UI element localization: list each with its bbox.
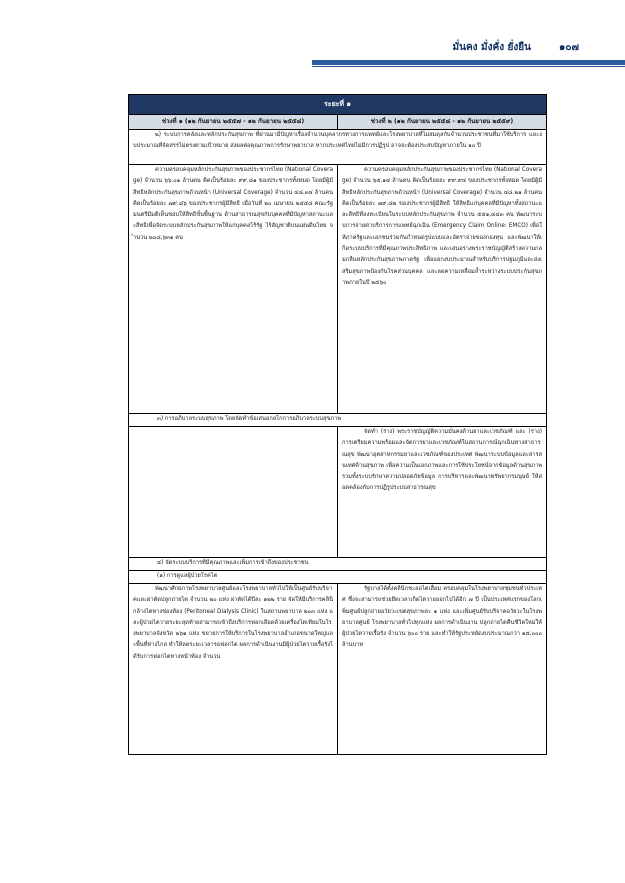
header-rule — [312, 60, 625, 65]
header-rule-thin — [312, 66, 625, 67]
page-header — [0, 0, 625, 70]
sec4-col1: พัฒนาศักยภาพโรงพยาบาลศูนย์และโรงพยาบาลทั่วไปให้เป็นศูนย์รับบริจาคและผ่าตัดปลูกถ่ายไต จำนวน ๒๐ แห่ง ผ่าตัดได้ปีละ ๑๒๒ ราย จัดให้มีบริการคลินิกล้างไตทางช่องท้อง (Peritoneal Dialysis Clinic) ในสถานพยาบาล ๒๐๓ แห่ง และผู้ป่วยไตวายระยะสุดท้ายสามารถเข้าถึงบริการฟอกเลือดด้วยเครื่องไตเทียมในโรงพยาบาลจังหวัด ๒๖๑ แห่ง ขยายการให้บริการในโรงพยาบาลอำเภอขนาดใหญ่และพื้นที่ห่างไกล ทำให้ลดระยะเวลารอฟอกไต ผลการดำเนินงานมีผู้ป่วยไตวายเรื้อรังได้รับการฟอกไตทางหน้าท้อง จำนวน — [129, 584, 338, 755]
page-number: ๑๐๗ — [559, 42, 579, 53]
col1-header: ช่วงที่ ๑ (๑๒ กันยายน ๒๕๕๗ - ๑๒ กันยายน ๒๕๕๘) — [129, 115, 338, 130]
sec4-title: ๔) จัดระบบบริการที่มีคุณภาพและเพิ่มการเข้าถึงของประชาชน — [129, 558, 547, 571]
header-tagline: มั่นคง มั่งคั่ง ยั่งยืน — [452, 42, 531, 53]
sec2-col1: ความครอบคลุมหลักประกันสุขภาพของประชากรไทย (National Coverage) จำนวน ๖๖.๐๑ ล้านคน คิดเป็นร้อยละ ๙๙.๘๑ ของประชากรทั้งหมด โดยมีผู้มีสิทธิหลักประกันสุขภาพถ้วนหน้า (Universal Coverage) จำนวน ๔๘.๓๔ ล้านคน คิดเป็นร้อยละ ๗๙.๘๖ ของประชากรผู้มีสิทธิ เมื่อวันที่ ๒๐ เมษายน ๒๕๕๘ คณะรัฐมนตรีมีมติเห็นชอบให้สิทธิขั้นพื้นฐาน ด้านสาธารณสุขกับบุคคลที่มีปัญหาสถานะและสิทธิเพื่อจัดระบบหลักประกันสุขภาพให้แก่บุคคลไร้รัฐ ไร้สัญชาติบนแผ่นดินไทย จำนวน ๒๐๘,๖๓๑ คน — [129, 165, 338, 414]
sec4-subtitle: (๑) การดูแลผู้ป่วยโรคไต — [129, 571, 547, 584]
sec2-col2: ความครอบคลุมหลักประกันสุขภาพของประชากรไทย (National Coverage) จำนวน ๖๕.๑๔ ล้านคน คิดเป็นร้อยละ ๙๙.๙๔ ของประชากรทั้งหมด โดยมีผู้มีสิทธิหลักประกันสุขภาพถ้วนหน้า (Universal Coverage) จำนวน ๔๘.๒๑ ล้านคน คิดเป็นร้อยละ ๗๙.๘๒ ของประชากรผู้มีสิทธิ ให้สิทธิแก่บุคคลที่มีปัญหาทั้งสถานะและสิทธิที่ลงทะเบียนในระบบหลักประกันสุขภาพ จำนวน ๕๕๑,๔๔๓ คน พัฒนาระบบการจ่ายค่าบริการการแพทย์ฉุกเฉิน (Emergency Claim Online: EMCO) เพื่อให้ภาครัฐและเอกชนร่วมกันกำหนดรูปแบบและอัตราจ่ายของกองทุน และพัฒนาให้เกิดระบบบริการที่มีคุณภาพประสิทธิภาพ และเสนอร่างพระราชบัญญัติสร้างความกลมกลืนหลักประกันสุขภาพภาครัฐ เพื่อแยกงบประมาณสำหรับบริการปฐมภูมิและส่งเสริมสุขภาพป้องกันโรคส่วนบุคคล และลดความเหลื่อมล้ำระหว่างระบบประกันสุขภาพภายในปี ๒๕๖๐ — [338, 165, 547, 414]
sec4-col2: รัฐบาลได้ตั้งคลินิกชะลอไตเสื่อม ครอบคลุมในโรงพยาบาลชุมชนทั่วประเทศ ซึ่งจะสามารถช่วยยืดเวลาเกิดไตวายออกไปได้อีก ๗ ปี เป็นประเทศแรกของโลกเพิ่มศูนย์ปลูกถ่ายอวัยวะเขตสุขภาพละ ๑ แห่ง และเพิ่มศูนย์รับบริจาคอวัยวะในโรงพยาบาลศูนย์ โรงพยาบาลทั่วไปทุกแห่ง ผลการดำเนินงาน ปลูกถ่ายไตคืนชีวิตใหม่ให้ผู้ป่วยไตวายเรื้อรัง จำนวน ๖๐๐ ราย และทำให้รัฐประหยัดงบประมาณกว่า ๑๕,๐๐๐ ล้านบาท — [338, 584, 547, 755]
sec3-col2: จัดทำ (ร่าง) พระราชบัญญัติความมั่นคงด้านยาและเวชภัณฑ์ และ (ร่าง) การเตรียมความพร้อมและจัดการยาและเวชภัณฑ์ในสถานการณ์ฉุกเฉินทางสาธารณสุข พัฒนาอุตสาหกรรมยาและเวชภัณฑ์ของประเทศ พัฒนาระบบข้อมูลและสารสนเทศด้านสุขภาพ เพื่อความเป็นเอกภาพและการใช้ประโยชน์จากข้อมูลด้านสุขภาพ รวมทั้งระบบรักษาความปลอดภัยข้อมูล การบริหารและพัฒนาทรัพยากรมนุษย์ ให้สอดคล้องกับการปฏิรูประบบสาธารณสุข — [338, 427, 547, 558]
sec3-title: ๓) การอภิบาลระบบสุขภาพ โดยจัดทำข้อเสนอกลไกการอภิบาลระบบสุขภาพ — [129, 414, 547, 427]
reform-progress-table — [128, 94, 547, 755]
col2-header: ช่วงที่ ๒ (๑๒ กันยายน ๒๕๕๘ - ๑๒ กันยายน ๒๕๕๙) — [338, 115, 547, 130]
sec2-title: ๒) ระบบการคลังและหลักประกันสุขภาพ ที่ผ่านมามีปัญหาเรื่องจำนวนบุคลากรทางการแพทย์และโรงพยาบาลที่ไม่สมดุลกับจำนวนประชาชนที่มาใช้บริการ และงบประมาณที่จัดสรรไม่ตรงตามเป้าหมาย ส่งผลต่อคุณภาพการรักษาพยาบาล หากประเทศไทยไม่มีการปฏิรูป อาจจะต้องประสบปัญหาภายใน ๑๐ ปี — [129, 130, 547, 165]
phase-title: ระยะที่ ๑ — [129, 95, 547, 115]
sec3-col1-empty — [129, 427, 338, 558]
